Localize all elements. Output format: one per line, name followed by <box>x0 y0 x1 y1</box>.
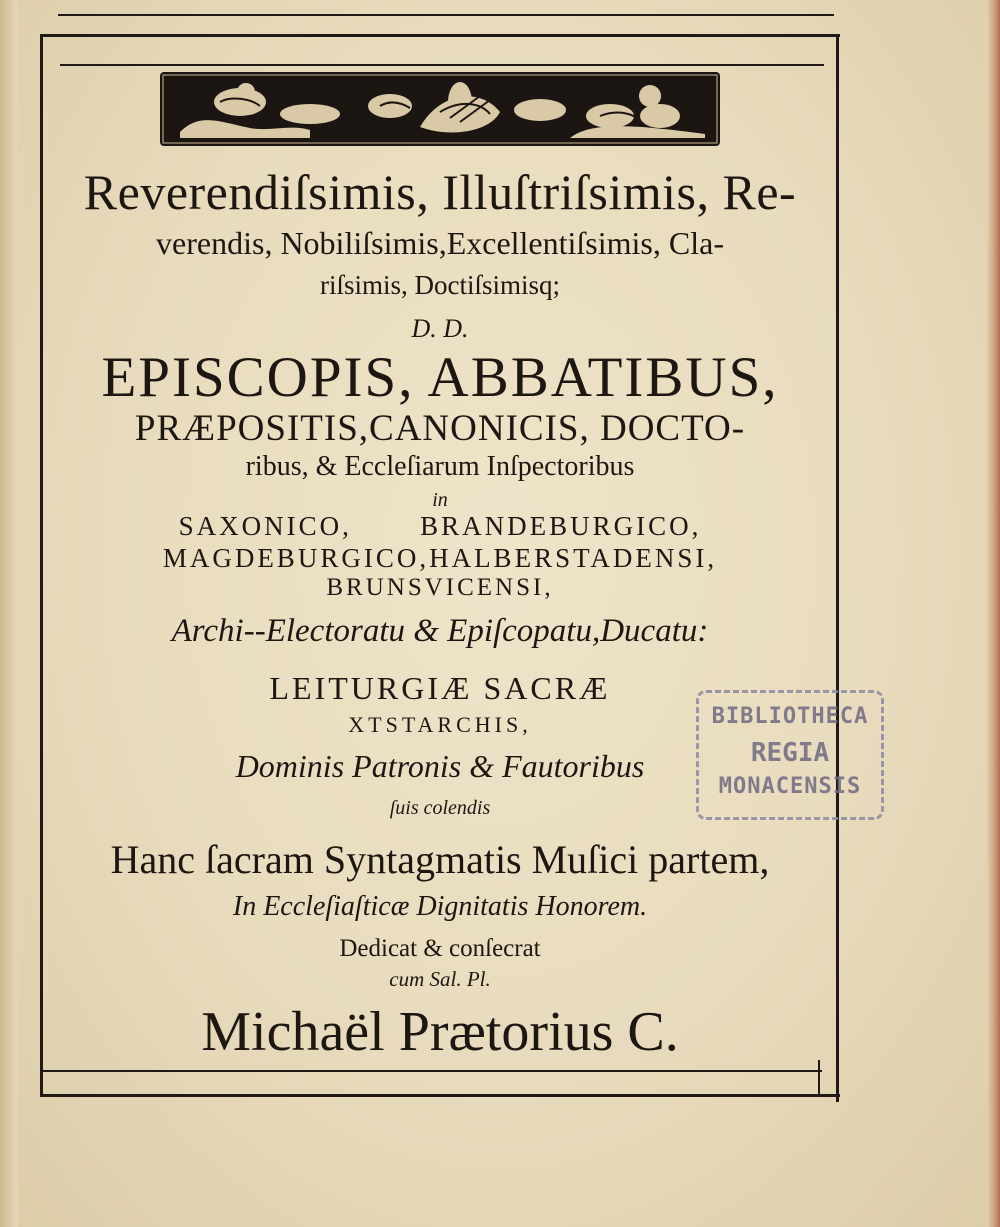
dedication-line-11: BRUNSVICENSI, <box>326 574 554 601</box>
woodcut-ornament <box>160 72 720 146</box>
library-stamp-line-1: BIBLIOTHECA <box>711 704 869 729</box>
author-signature-line: Michaël Prætorius C. <box>201 1001 679 1063</box>
top-rule-outer <box>58 14 834 16</box>
header-rule <box>60 64 824 66</box>
dedication-line-1: Reverendiſsimis, Illuſtriſsimis, Re- <box>83 164 797 220</box>
woodcut-ornament-svg <box>160 72 720 146</box>
dedication-line-6: PRÆPOSITIS,CANONICIS, DOCTO- <box>134 408 746 449</box>
dedication-line-20: cum Sal. Pl. <box>389 967 491 991</box>
dedication-line-18: In Eccleſiaſticæ Dignitatis Honorem. <box>232 891 648 922</box>
footer-rule-outer <box>40 1094 840 1097</box>
dedication-line-2: verendis, Nobiliſsimis,Excellentiſsimis, Cla- <box>156 225 724 261</box>
dedication-line-13: LEITURGIÆ SACRÆ <box>269 670 611 706</box>
dedication-line-12: Archi--Electoratu & Epiſcopatu,Ducatu: <box>171 613 709 649</box>
page-right-edge <box>986 0 1000 1227</box>
library-stamp-line-2: REGIA <box>750 738 830 768</box>
dedication-line-3: riſsimis, Doctiſsimisq; <box>319 270 561 300</box>
footer-tick <box>818 1060 820 1096</box>
dedication-line-5: EPISCOPIS, ABBATIBUS, <box>101 346 779 409</box>
library-stamp <box>696 690 884 820</box>
top-rule-inner <box>40 34 840 37</box>
dedication-line-8: in <box>432 489 448 511</box>
dedication-line-17: Hanc ſacram Syntagmatis Muſici partem, <box>110 837 770 882</box>
page-left-edge <box>0 0 18 1227</box>
dedication-line-4: D. D. <box>411 314 469 343</box>
dedication-line-9: SAXONICO, BRANDEBURGICO, <box>178 511 702 541</box>
footer-rule-inner <box>40 1070 822 1072</box>
dedication-line-10: MAGDEBURGICO,HALBERSTADENSI, <box>162 543 718 573</box>
dedication-line-19: Dedicat & conſecrat <box>339 935 541 962</box>
dedication-line-15: Dominis Patronis & Fautoribus <box>235 748 645 784</box>
dedication-line-14: XTSTARCHIS, <box>348 712 532 737</box>
dedication-line-7: ribus, & Eccleſiarum Inſpectoribus <box>245 451 635 482</box>
library-stamp-line-3: MONACENSIS <box>718 774 862 799</box>
dedication-line-16: ſuis colendis <box>389 797 491 819</box>
